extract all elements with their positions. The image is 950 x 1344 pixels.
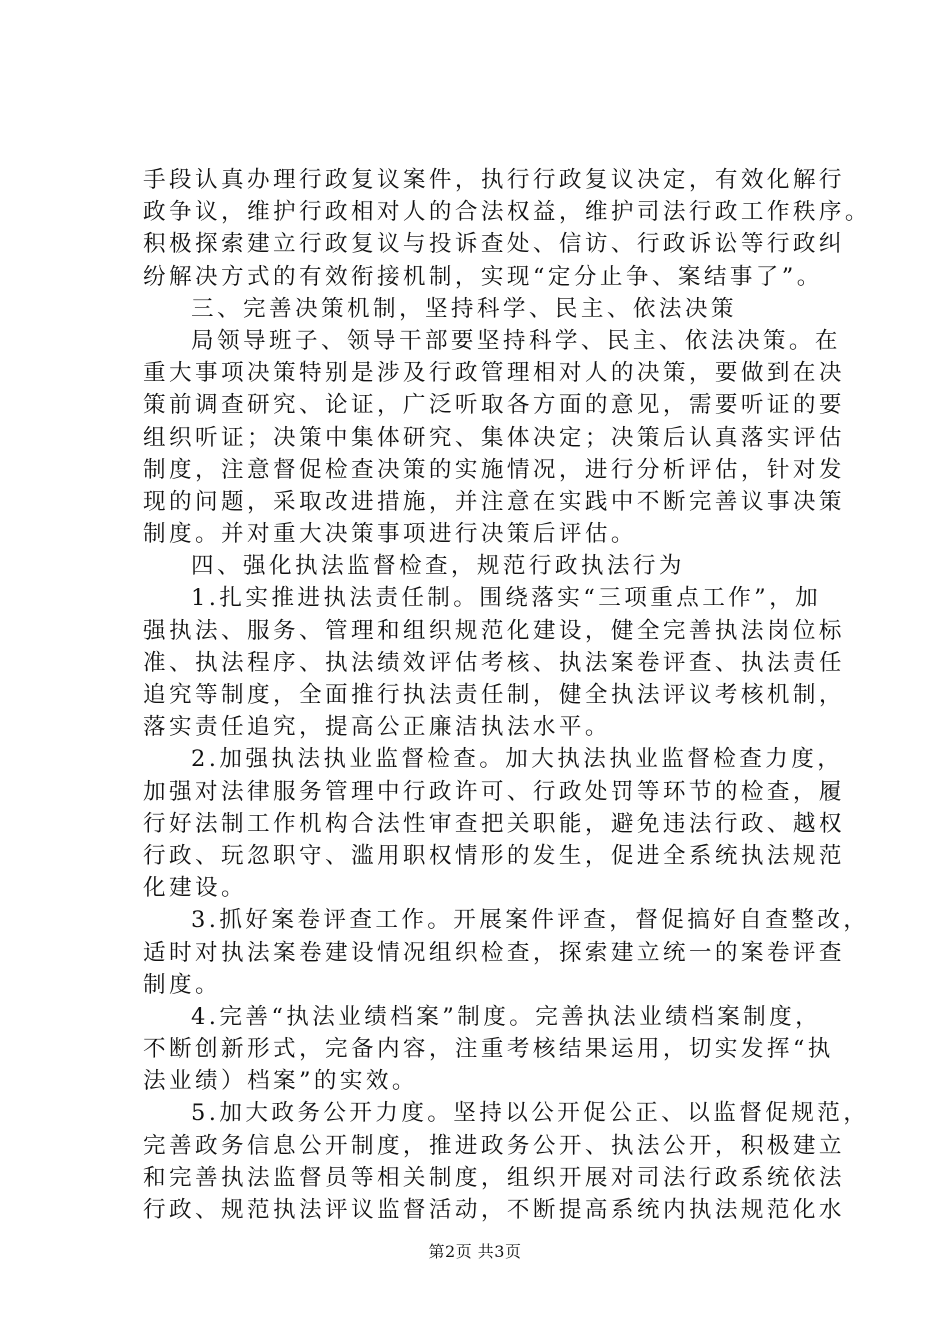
text-line: 积极探索建立行政复议与投诉查处、信访、行政诉讼等行政纠 — [143, 231, 845, 258]
text-line: 追究等制度，全面推行执法责任制，健全执法评议考核机制， — [143, 682, 845, 708]
text-line: 落实责任追究，提高公正廉洁执法水平。 — [143, 714, 611, 741]
text-line: 制度。 — [143, 971, 221, 998]
text-line: 局领导班子、领导干部要坚持科学、民主、依法决策。在 — [191, 327, 841, 354]
text-line: 完善政务信息公开制度，推进政务公开、执法公开，积极建立 — [143, 1132, 845, 1159]
text-line: 化建设。 — [143, 875, 247, 902]
page-number-footer: 第2页 共3页 — [428, 1242, 522, 1261]
text-line: 重大事项决策特别是涉及行政管理相对人的决策，要做到在决 — [143, 360, 845, 387]
text-line: 和完善执法监督员等相关制度，组织开展对司法行政系统依法 — [143, 1164, 845, 1191]
text-line: 制度，注意督促检查决策的实施情况，进行分析评估，针对发 — [143, 456, 845, 483]
text-line: 准、执法程序、执法绩效评估考核、执法案卷评查、执法责任 — [143, 649, 845, 676]
text-line: 行政、规范执法评议监督活动，不断提高系统内执法规范化水 — [143, 1197, 845, 1223]
text-line: 不断创新形式，完备内容，注重考核结果运用，切实发挥“执 — [143, 1036, 834, 1063]
text-line: 四、强化执法监督检查，规范行政执法行为 — [191, 553, 685, 580]
text-line: 2.加强执法执业监督检查。加大执法执业监督检查力度， — [191, 746, 844, 773]
paragraph — [143, 904, 870, 1001]
paragraph — [143, 1097, 870, 1226]
paragraph — [143, 164, 871, 293]
text-line: 政争议，维护行政相对人的合法权益，维护司法行政工作秩序。 — [143, 199, 871, 226]
text-line: 制度。并对重大决策事项进行决策后评估。 — [143, 521, 637, 548]
text-line: 加强对法律服务管理中行政许可、行政处罚等环节的检查，履 — [143, 778, 845, 805]
paragraph — [143, 293, 815, 325]
paragraph — [143, 743, 845, 904]
text-line: 策前调查研究、论证，广泛听取各方面的意见，需要听证的要 — [143, 392, 845, 419]
paragraph — [143, 325, 845, 550]
text-line: 适时对执法案卷建设情况组织检查，探索建立统一的案卷评查 — [143, 939, 845, 966]
text-line: 强执法、服务、管理和组织规范化建设，健全完善执法岗位标 — [143, 617, 845, 644]
paragraph — [143, 582, 845, 743]
text-line: 三、完善决策机制，坚持科学、民主、依法决策 — [191, 295, 737, 322]
text-line: 现的问题，采取改进措施，并注意在实践中不断完善议事决策 — [143, 488, 845, 515]
text-line: 纷解决方式的有效衔接机制，实现“定分止争、案结事了”。 — [143, 263, 823, 290]
text-line: 4.完善“执法业绩档案”制度。完善执法业绩档案制度， — [191, 1003, 822, 1030]
text-line: 5.加大政务公开力度。坚持以公开促公正、以监督促规范， — [191, 1100, 870, 1127]
text-line: 行好法制工作机构合法性审查把关职能，避免违法行政、越权 — [143, 810, 845, 837]
text-line: 组织听证；决策中集体研究、集体决定；决策后认真落实评估 — [143, 424, 845, 451]
text-line: 1.扎实推进执法责任制。围绕落实“三项重点工作”，加 — [191, 585, 822, 612]
paragraph — [143, 550, 815, 582]
document-body — [143, 164, 871, 1226]
text-line: 3.抓好案卷评查工作。开展案件评查，督促搞好自查整改， — [191, 907, 870, 934]
text-line: 手段认真办理行政复议案件，执行行政复议决定，有效化解行 — [143, 167, 845, 193]
paragraph — [143, 1001, 834, 1098]
text-line: 法业绩）档案”的实效。 — [143, 1068, 418, 1095]
text-line: 行政、玩忽职守、滥用职权情形的发生，促进全系统执法规范 — [143, 842, 845, 869]
